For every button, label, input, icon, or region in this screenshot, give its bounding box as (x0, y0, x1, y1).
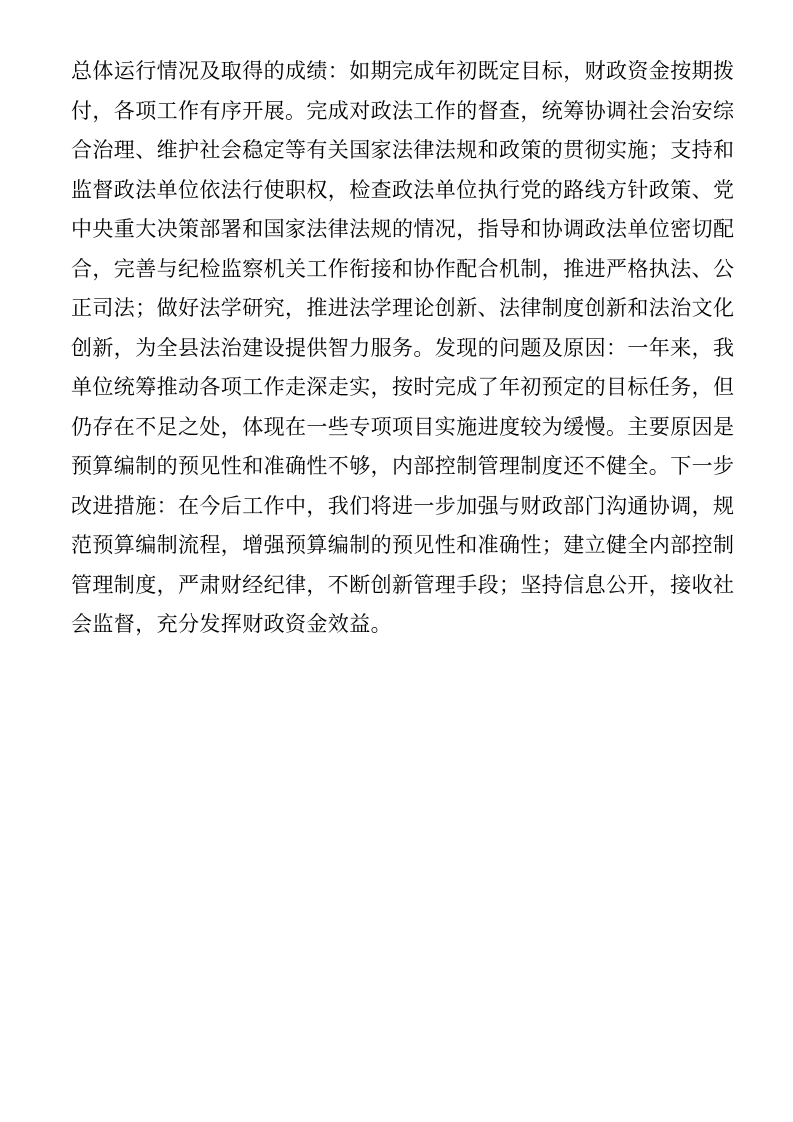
paragraph-line: 预算编制的预见性和准确性不够，内部控制管理制度还不健全。下一步 (71, 454, 735, 478)
paragraph-line: 合，完善与纪检监察机关工作衔接和协作配合机制，推进严格执法、公 (71, 256, 735, 281)
paragraph-line: 管理制度，严肃财经纪律，不断创新管理手段；坚持信息公开，接收社 (71, 572, 735, 597)
paragraph-line: 正司法；做好法学研究，推进法学理论创新、法律制度创新和法治文化 (71, 296, 735, 320)
paragraph-line: 单位统筹推动各项工作走深走实，按时完成了年初预定的目标任务，但 (71, 375, 735, 399)
paragraph-line: 合治理、维护社会稳定等有关国家法律法规和政策的贯彻实施；支持和 (71, 138, 735, 162)
body-paragraph (71, 52, 735, 645)
paragraph-line: 仍存在不足之处，体现在一些专项项目实施进度较为缓慢。主要原因是 (71, 414, 735, 439)
paragraph-line: 改进措施：在今后工作中，我们将进一步加强与财政部门沟通协调，规 (71, 493, 735, 518)
paragraph-line: 中央重大决策部署和国家法律法规的情况，指导和协调政法单位密切配 (71, 217, 735, 241)
paragraph-line: 会监督，充分发挥财政资金效益。 (71, 612, 392, 636)
paragraph-line: 总体运行情况及取得的成绩：如期完成年初既定目标，财政资金按期拨 (71, 59, 735, 83)
paragraph-line: 付，各项工作有序开展。完成对政法工作的督查，统筹协调社会治安综 (71, 98, 735, 123)
paragraph-line: 范预算编制流程，增强预算编制的预见性和准确性；建立健全内部控制 (71, 533, 735, 557)
paragraph-line: 监督政法单位依法行使职权，检查政法单位执行党的路线方针政策、党 (71, 177, 735, 202)
paragraph-line: 创新，为全县法治建设提供智力服务。发现的问题及原因：一年来，我 (71, 335, 735, 360)
